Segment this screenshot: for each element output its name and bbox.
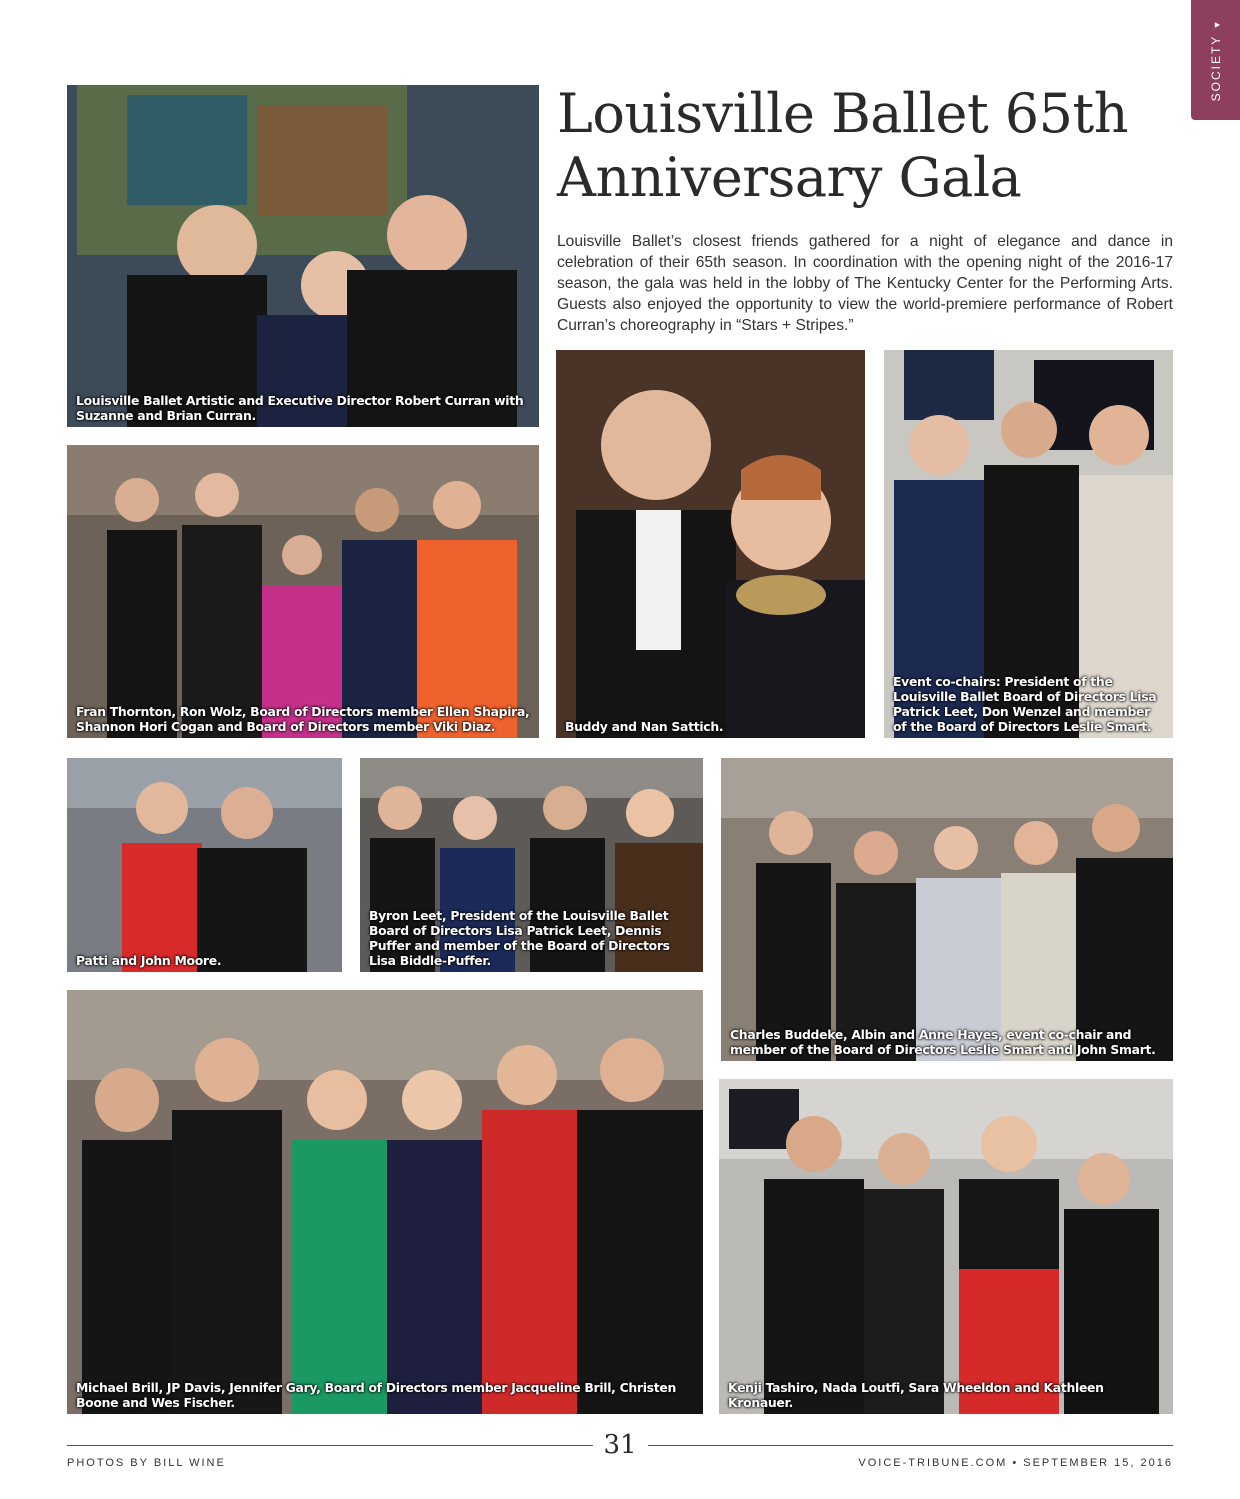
photo-image xyxy=(721,758,1173,1061)
photo-caption: Buddy and Nan Sattich. xyxy=(565,719,724,734)
photo-brill-group xyxy=(67,990,703,1414)
photo-caption: Louisville Ballet Artistic and Executive Director Robert Curran with Suzanne and Brian Curran. xyxy=(76,393,524,423)
photo-caption: Charles Buddeke, Albin and Anne Hayes, event co-chair and member of the Board of Directors Leslie Smart and John Smart. xyxy=(730,1027,1156,1057)
photo-leet-puffer xyxy=(360,758,703,972)
photo-thornton-group xyxy=(67,445,539,738)
photo-image xyxy=(556,350,865,738)
photo-tashiro-group xyxy=(719,1079,1173,1414)
photo-caption: Fran Thornton, Ron Wolz, Board of Directors member Ellen Shapira, Shannon Hori Cogan and Board of Directors member Viki Diaz. xyxy=(76,704,530,734)
photo-caption: Michael Brill, JP Davis, Jennifer Gary, Board of Directors member Jacqueline Brill, Christen Boone and Wes Fischer. xyxy=(76,1380,676,1410)
page-number: 31 xyxy=(603,1430,637,1460)
section-tab xyxy=(1191,0,1240,120)
photo-image xyxy=(719,1079,1173,1414)
triangle-down-icon: ▼ xyxy=(1211,18,1222,30)
footer-rule-right xyxy=(648,1445,1173,1446)
photo-credit: PHOTOS BY BILL WINE xyxy=(67,1457,226,1469)
photo-caption: Byron Leet, President of the Louisville Ballet Board of Directors Lisa Patrick Leet, Dennis Puffer and member of the Board of Directors Lisa Biddle-Puffer. xyxy=(369,908,670,968)
photo-caption: Kenji Tashiro, Nada Loutfi, Sara Wheeldon and Kathleen Kronauer. xyxy=(728,1380,1104,1410)
photo-image xyxy=(67,990,703,1414)
photo-caption: Patti and John Moore. xyxy=(76,953,222,968)
publication-info: VOICE-TRIBUNE.COM • SEPTEMBER 15, 2016 xyxy=(858,1457,1173,1469)
photo-image xyxy=(67,85,539,427)
photo-event-cochairs xyxy=(884,350,1173,738)
article-intro: Louisville Ballet’s closest friends gathered for a night of elegance and dance in celebration of their 65th season. In coordination with the opening night of the 2016-17 season, the gala was held in the lobby of The Kentucky Center for the Performing Arts. Guests also enjoyed the opportunity to view the world-premiere performance of Robert Curran’s choreography in “Stars + Stripes.” xyxy=(557,233,1173,334)
photo-caption: Event co-chairs: President of the Louisville Ballet Board of Directors Lisa Patrick Leet, Don Wenzel and member of the Board of Directors Leslie Smart. xyxy=(893,674,1157,734)
photo-sattich xyxy=(556,350,865,738)
photo-moore xyxy=(67,758,342,972)
section-tab-label: SOCIETY ▼ xyxy=(1208,18,1223,102)
photo-image xyxy=(67,445,539,738)
article-title: Louisville Ballet 65th Anniversary Gala xyxy=(557,82,1129,209)
footer-rule-left xyxy=(67,1445,593,1446)
photo-image xyxy=(67,758,342,972)
photo-buddeke-hayes-smart xyxy=(721,758,1173,1061)
photo-curran-family xyxy=(67,85,539,427)
